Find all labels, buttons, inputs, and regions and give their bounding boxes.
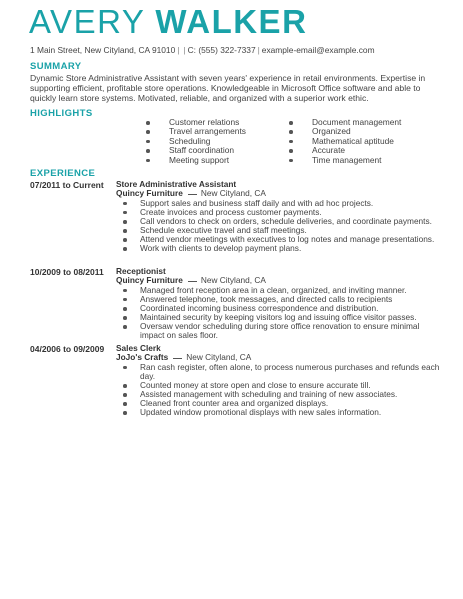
- company-name: Quincy Furniture: [116, 275, 183, 286]
- highlight-item: Staff coordination: [143, 146, 283, 155]
- contact-separator: |: [257, 45, 260, 55]
- dash-separator: [173, 358, 182, 359]
- job-dates: 07/2011 to Current: [30, 180, 104, 190]
- highlight-item: Scheduling: [143, 137, 283, 146]
- job-bullet: Ran cash register, often alone, to process numerous purchases and refunds each day.: [116, 363, 440, 381]
- contact-separator: |: [177, 45, 180, 55]
- summary-heading: SUMMARY: [30, 61, 82, 72]
- highlights-heading: HIGHLIGHTS: [30, 108, 93, 119]
- job-title: Store Administrative Assistant: [116, 179, 237, 189]
- job-body: [116, 344, 440, 417]
- job-bullets: [116, 286, 440, 341]
- job-bullet: Coordinated incoming business correspondence and distribution.: [116, 304, 440, 313]
- job-bullet: Support sales and business staff daily and with ad hoc projects.: [116, 199, 440, 208]
- job-bullet: Work with clients to develop payment plans.: [116, 244, 440, 253]
- experience-heading: EXPERIENCE: [30, 168, 96, 179]
- job-body: [116, 267, 440, 340]
- email: example-email@example.com: [261, 45, 375, 55]
- highlight-item: Customer relations: [143, 118, 283, 127]
- job-bullet: Managed front reception area in a clean, organized, and inviting manner.: [116, 286, 440, 295]
- job-bullet: Assisted management with scheduling and training of new associates.: [116, 390, 440, 399]
- contact-line: [30, 45, 375, 56]
- highlights-column-left: [143, 118, 283, 165]
- job-bullet: Answered telephone, took messages, and directed calls to recipients: [116, 295, 440, 304]
- dash-separator: [188, 194, 197, 195]
- job-dates: 04/2006 to 09/2009: [30, 344, 105, 354]
- highlights-column-right: [286, 118, 426, 165]
- job-location: New Cityland, CA: [200, 188, 266, 199]
- job-title: Sales Clerk: [116, 343, 161, 353]
- job-bullet: Call vendors to check on orders, schedule deliveries, and coordinate payments.: [116, 217, 440, 226]
- summary-text: Dynamic Store Administrative Assistant with seven years' experience in retail environments. Expertise in supporting efficient, profitable store operations. Knowledgeable in Microsoft Office software and able to quickly learn store systems. Motivated, reliable, and organized with a superior work ethic.: [30, 73, 426, 103]
- highlight-item: Document management: [286, 118, 426, 127]
- job-bullet: Attend vendor meetings with executives to log notes and manage presentations.: [116, 235, 440, 244]
- job-bullet: Cleaned front counter area and organized displays.: [116, 399, 440, 408]
- address: 1 Main Street, New Cityland, CA 91010: [30, 45, 176, 55]
- first-name: AVERY: [29, 3, 145, 40]
- highlight-item: Accurate: [286, 146, 426, 155]
- job-bullet: Counted money at store open and close to ensure accurate till.: [116, 381, 440, 390]
- company-name: Quincy Furniture: [116, 188, 183, 199]
- highlight-item: Travel arrangements: [143, 127, 283, 136]
- job-body: [116, 180, 440, 253]
- job-dates: 10/2009 to 08/2011: [30, 267, 104, 277]
- highlight-item: Time management: [286, 156, 426, 165]
- job-bullets: [116, 199, 440, 254]
- dash-separator: [188, 281, 197, 282]
- job-title: Receptionist: [116, 266, 166, 276]
- job-bullet: Maintained security by keeping visitors log and issuing office visitor passes.: [116, 313, 440, 322]
- job-bullet: Updated window promotional displays with new sales information.: [116, 408, 440, 417]
- phone: C: (555) 322-7337: [187, 45, 256, 55]
- candidate-name: [29, 4, 307, 40]
- highlight-item: Mathematical aptitude: [286, 137, 426, 146]
- contact-separator: |: [183, 45, 186, 55]
- job-bullet: Create invoices and process customer payments.: [116, 208, 440, 217]
- job-bullets: [116, 363, 440, 418]
- job-bullet: Oversaw vendor scheduling during store office renovation to ensure minimal impact on sales floor.: [116, 322, 440, 340]
- job-location: New Cityland, CA: [200, 275, 266, 286]
- company-name: JoJo's Crafts: [116, 352, 169, 363]
- highlight-item: Meeting support: [143, 156, 283, 165]
- highlight-item: Organized: [286, 127, 426, 136]
- last-name: WALKER: [155, 3, 308, 40]
- job-bullet: Schedule executive travel and staff meetings.: [116, 226, 440, 235]
- job-location: New Cityland, CA: [186, 352, 252, 363]
